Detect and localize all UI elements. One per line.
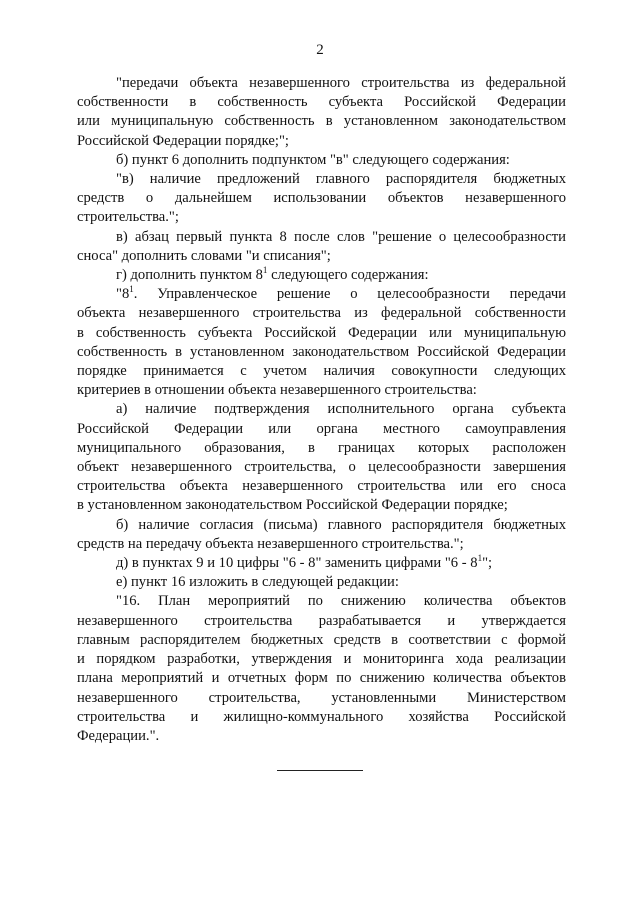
text-line <box>77 708 566 727</box>
text-line-content: "передачи объекта незавершенного строительства из федеральной <box>116 75 566 91</box>
text-line <box>77 93 566 112</box>
text-line <box>77 516 566 535</box>
amendment-text <box>77 74 566 746</box>
text-line <box>77 132 566 151</box>
text-line <box>77 170 566 189</box>
text-line-content: и порядком разработки, утверждения и мониторинга хода реализации <box>77 651 566 668</box>
text-line-continuation: следующего содержания: <box>267 267 429 284</box>
text-line-content: в установленном законодательством Российской Федерации порядке; <box>77 497 508 514</box>
superscript-index: 1 <box>129 284 134 295</box>
text-line-content: е) пункт 16 изложить в следующей редакции: <box>116 574 399 591</box>
text-line-content: объекта незавершенного строительства из федеральной собственности <box>77 305 566 322</box>
text-line-content: собственности в собственность субъекта Российской Федерации <box>77 94 566 111</box>
text-line-content: порядке принимается с учетом наличия совокупности следующих <box>77 363 566 380</box>
text-line <box>77 247 566 266</box>
text-line <box>77 458 566 477</box>
text-line-content: муниципального образования, в границах которых расположен <box>77 439 566 456</box>
text-line <box>77 189 566 208</box>
text-line <box>77 573 566 592</box>
text-line <box>77 439 566 458</box>
text-line-content: объект незавершенного строительства, о целесообразности завершения <box>77 459 566 476</box>
page-number: 2 <box>316 42 324 58</box>
text-line-content: строительства объекта незавершенного строительства или его сноса <box>77 478 566 495</box>
text-line-content: "в) наличие предложений главного распорядителя бюджетных <box>116 171 566 188</box>
text-line <box>77 420 566 439</box>
text-line-content: незавершенного строительства разрабатывается и утверждается <box>77 612 566 629</box>
text-line <box>77 285 566 304</box>
text-line <box>77 400 566 419</box>
text-line <box>77 727 566 746</box>
text-line <box>77 650 566 669</box>
text-line-content: б) пункт 6 дополнить подпунктом "в" следующего содержания: <box>116 151 510 168</box>
text-line-content: г) дополнить пунктом 8 <box>116 267 263 284</box>
text-line-content: незавершенного строительства, установленными Министерством <box>77 689 566 706</box>
text-line-content: сноса" дополнить словами "и списания"; <box>77 247 331 264</box>
text-line <box>77 592 566 611</box>
text-line-content: в собственность субъекта Российской Федерации или муниципальную <box>77 324 566 341</box>
text-line <box>77 496 566 515</box>
text-line-content: или муниципальную собственность в установленном законодательством <box>77 113 566 130</box>
text-line-content: главным распорядителем бюджетных средств в соответствии с формой <box>77 631 566 648</box>
text-line <box>77 381 566 400</box>
text-line <box>77 343 566 362</box>
end-separator-line <box>277 770 363 771</box>
text-line-content: Российской Федерации или органа местного самоуправления <box>77 420 566 437</box>
text-line-content: в) абзац первый пункта 8 после слов "решение о целесообразности <box>116 228 566 245</box>
text-line-content: собственность в установленном законодательством Российской Федерации <box>77 343 566 360</box>
text-line <box>77 362 566 381</box>
text-line <box>77 324 566 343</box>
text-line <box>77 228 566 247</box>
text-line-content: строительства и жилищно-коммунального хозяйства Российской <box>77 708 566 725</box>
text-line <box>77 208 566 227</box>
text-line-content: "16. План мероприятий по снижению количества объектов <box>116 593 566 610</box>
text-line <box>77 631 566 650</box>
text-line <box>77 74 566 93</box>
text-line <box>77 612 566 631</box>
text-line-content: средств о дальнейшем использовании объектов незавершенного <box>77 190 566 207</box>
text-line-content: Федерации.". <box>77 727 160 744</box>
superscript-index: 1 <box>477 553 483 564</box>
text-line-continuation: "; <box>482 555 493 572</box>
text-line-content: строительства."; <box>77 209 179 226</box>
text-line-continuation: . Управленческое решение о целесообразности передачи <box>133 286 566 303</box>
text-line <box>77 554 566 573</box>
document-body <box>77 74 566 746</box>
text-line-content: Российской Федерации порядке;"; <box>77 132 289 149</box>
text-line-content: плана мероприятий и отчетных форм по снижению количества объектов <box>77 670 566 687</box>
text-line-content: критериев в отношении объекта незавершенного строительства: <box>77 382 477 399</box>
text-line <box>77 535 566 554</box>
text-line-content: средств на передачу объекта незавершенного строительства."; <box>77 535 464 552</box>
text-line <box>77 266 566 285</box>
superscript-index: 1 <box>262 265 268 276</box>
text-line-content: б) наличие согласия (письма) главного распорядителя бюджетных <box>116 516 566 533</box>
text-line <box>77 477 566 496</box>
text-line-content: а) наличие подтверждения исполнительного органа субъекта <box>116 401 566 418</box>
text-line <box>77 304 566 323</box>
text-line-content: "8 <box>116 286 130 303</box>
text-line <box>77 112 566 131</box>
text-line <box>77 669 566 688</box>
text-line <box>77 689 566 708</box>
text-line <box>77 151 566 170</box>
text-line-content: д) в пунктах 9 и 10 цифры "6 - 8" заменить цифрами "6 - 8 <box>116 555 478 572</box>
